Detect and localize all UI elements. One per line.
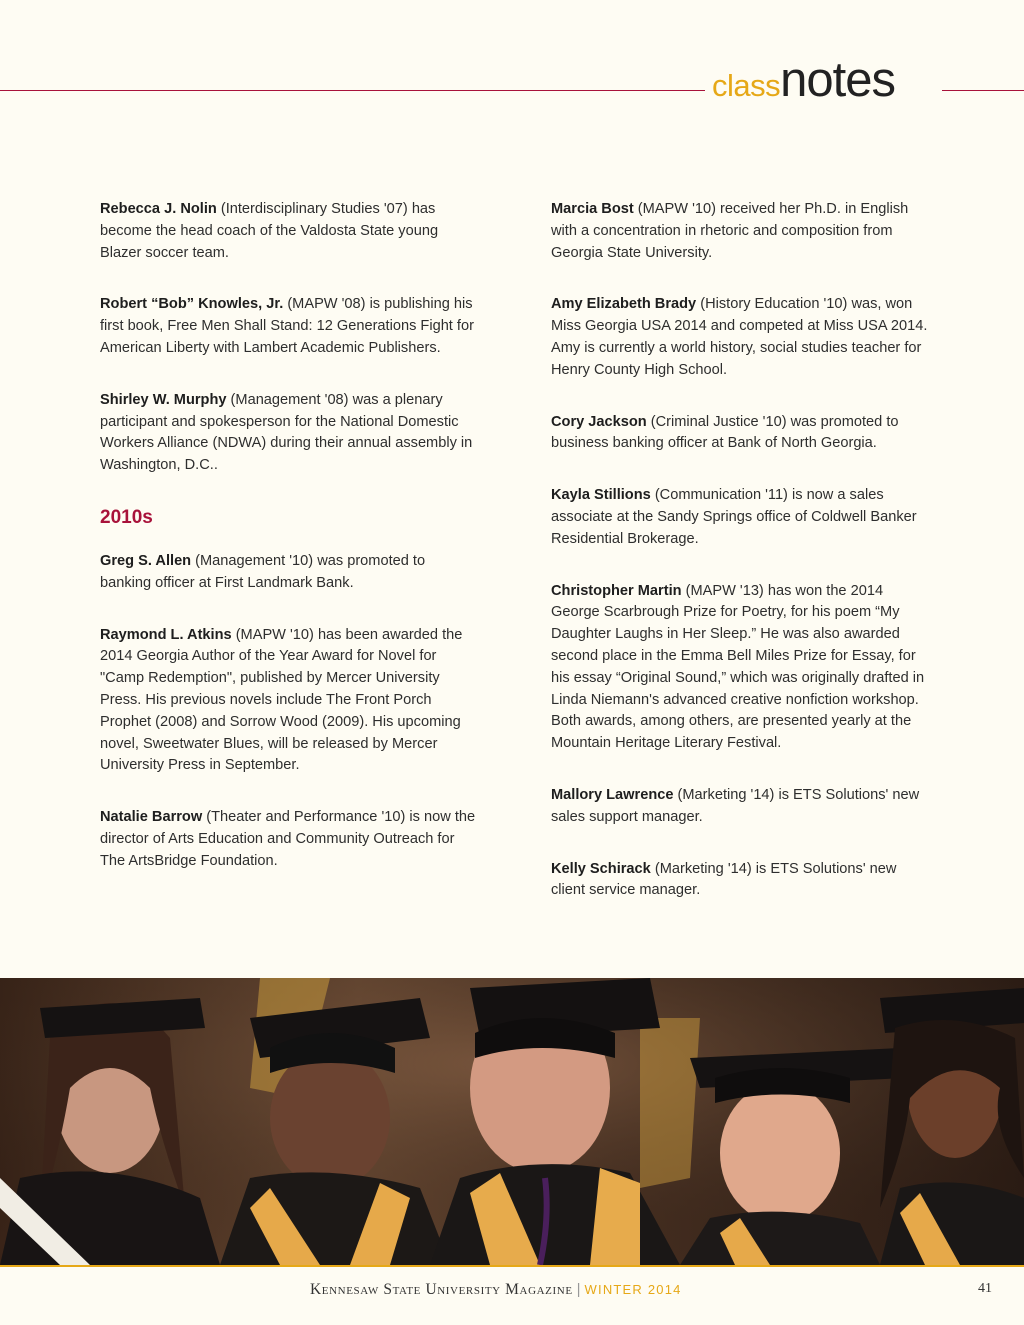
alumni-name: Cory Jackson [551,413,647,430]
class-note-entry [551,859,929,903]
class-note-entry [100,807,478,872]
class-note-entry [551,412,929,456]
alumni-name: Robert “Bob” Knowles, Jr. [100,296,284,313]
class-note-entry [551,785,929,829]
footer [310,1280,682,1300]
entry-text: (History Education '10) was, won Miss Georgia USA 2014 and competed at Miss USA 2014. Amy is currently a world history, social studies teacher for Henry County High School. [551,296,928,378]
graduation-photo [0,978,1024,1265]
alumni-name: Kelly Schirack [551,860,651,877]
page-number: 41 [978,1281,992,1296]
header-rule-right [942,90,1024,91]
alumni-name: Greg S. Allen [100,552,192,569]
class-note-entry [551,199,929,264]
header-rule-left [0,90,705,91]
section-title-notes: notes [780,53,896,107]
entry-text: (MAPW '08) is publishing his first book, Free Men Shall Stand: 12 Generations Fight for American Liberty with Lambert Academic Publishers. [100,296,474,356]
issue-label: WINTER 2014 [584,1282,682,1297]
class-note-entry [100,294,478,359]
decade-heading: 2010s [100,506,153,528]
alumni-name: Amy Elizabeth Brady [551,296,697,313]
alumni-name: Kayla Stillions [551,487,651,504]
graduates-illustration [0,978,1024,1265]
entry-text: (MAPW '13) has won the 2014 George Scarbrough Prize for Poetry, for his poem “My Daughter Laughs in Her Sleep.” He was also awarded second place in the Emma Bell Miles Prize for Essay, for his essay “Original Sound,” which was originally drafted in Linda Niemann's advanced creative nonfiction workshop. Both awards, among others, are presented yearly at the Mountain Heritage Literary Festival. [551,582,925,752]
left-column [100,199,478,903]
class-note-entry [100,199,478,264]
class-note-entry [551,581,929,755]
entry-text: (Interdisciplinary Studies '07) has become the head coach of the Valdosta State young Blazer soccer team. [100,201,439,261]
class-note-entry [551,294,929,381]
alumni-name: Rebecca J. Nolin [100,201,217,217]
alumni-name: Shirley W. Murphy [100,391,227,408]
alumni-name: Raymond L. Atkins [100,626,232,643]
entry-text: (MAPW '10) received her Ph.D. in English with a concentration in rhetoric and composition from Georgia State University. [551,201,909,261]
entry-text: (Management '10) was promoted to banking officer at First Landmark Bank. [100,552,426,591]
entry-text: (Communication '11) is now a sales associate at the Sandy Springs office of Coldwell Banker Residential Brokerage. [551,487,917,547]
entry-text: (Criminal Justice '10) was promoted to business banking officer at Bank of North Georgia. [551,413,899,452]
entry-text: (Marketing '14) is ETS Solutions' new sales support manager. [551,786,920,825]
alumni-name: Christopher Martin [551,582,682,599]
alumni-name: Mallory Lawrence [551,786,674,803]
entry-text: (MAPW '10) has been awarded the 2014 Georgia Author of the Year Award for Novel for "Camp Redemption", published by Mercer University Press. His previous novels include The Front Porch Prophet (2008) and Sorrow Wood (2009). His upcoming novel, Sweetwater Blues, will be released by Mercer University Press in September. [100,626,463,774]
entry-text: (Theater and Performance '10) is now the director of Arts Education and Community Outreach for The ArtsBridge Foundation. [100,809,476,869]
entry-text: (Marketing '14) is ETS Solutions' new client service manager. [551,860,897,899]
class-note-entry [100,390,478,477]
footer-separator: | [576,1281,581,1298]
entry-text: (Management '08) was a plenary participant and spokesperson for the National Domestic Workers Alliance (NDWA) during their annual assembly in Washington, D.C.. [100,391,473,474]
alumni-name: Natalie Barrow [100,809,203,826]
section-title-class: class [712,68,781,103]
magazine-name: Kennesaw State University Magazine [310,1281,573,1298]
footer-rule [0,1265,1024,1267]
class-note-entry [100,625,478,778]
section-title [712,53,896,107]
class-note-entry [100,551,478,595]
class-note-entry [551,485,929,550]
right-column [551,199,929,932]
alumni-name: Marcia Bost [551,201,634,217]
